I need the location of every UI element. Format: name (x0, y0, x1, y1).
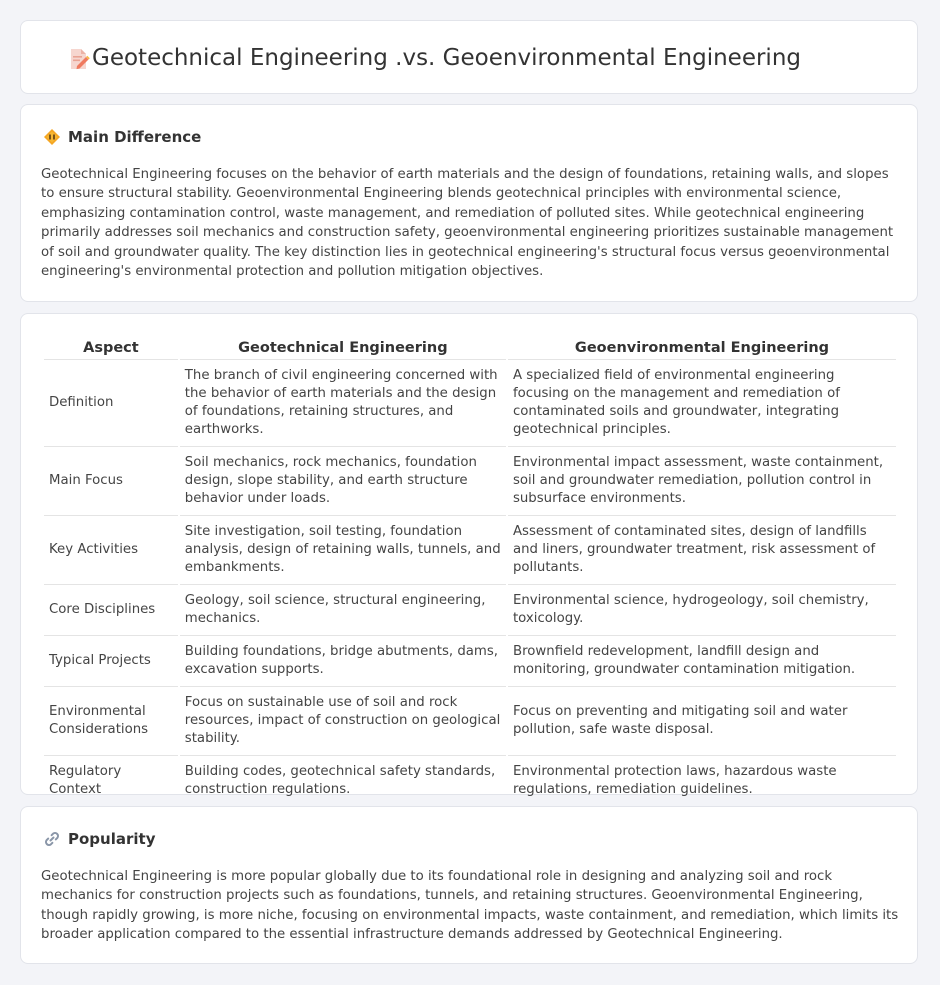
comparison-table (42, 334, 898, 807)
geotechnical-cell: Building codes, geotechnical safety standards, construction regulations. (180, 756, 506, 807)
geoenvironmental-cell: Brownfield redevelopment, landfill design and monitoring, groundwater contamination mitigation. (508, 636, 896, 687)
geotechnical-cell: Building foundations, bridge abutments, dams, excavation supports. (180, 636, 506, 687)
geoenvironmental-cell: Environmental impact assessment, waste containment, soil and groundwater remediation, pollution control in subsurface environments. (508, 447, 896, 516)
geoenvironmental-cell: Focus on preventing and mitigating soil and water pollution, safe waste disposal. (508, 687, 896, 756)
comparison-section (20, 313, 918, 795)
main-difference-heading (43, 128, 201, 146)
table-row (44, 636, 896, 687)
popularity-title: Popularity (68, 830, 156, 848)
geotechnical-cell: Site investigation, soil testing, foundation analysis, design of retaining walls, tunnels, and embankments. (180, 516, 506, 585)
table-row (44, 756, 896, 807)
geotechnical-cell: Geology, soil science, structural engineering, mechanics. (180, 585, 506, 636)
column-header: Geoenvironmental Engineering (508, 334, 896, 360)
column-header: Geotechnical Engineering (180, 334, 506, 360)
table-row (44, 585, 896, 636)
geotechnical-cell: Soil mechanics, rock mechanics, foundation design, slope stability, and earth structure behavior under loads. (180, 447, 506, 516)
main-difference-section (20, 104, 918, 302)
document-pencil-icon (67, 47, 91, 71)
aspect-cell: Regulatory Context (44, 756, 178, 807)
aspect-cell: Definition (44, 360, 178, 447)
geoenvironmental-cell: A specialized field of environmental engineering focusing on the management and remediation of contaminated soils and groundwater, integrating geotechnical principles. (508, 360, 896, 447)
column-header: Aspect (44, 334, 178, 360)
diamond-sign-icon (43, 128, 61, 146)
popularity-section (20, 806, 918, 964)
aspect-cell: Key Activities (44, 516, 178, 585)
popularity-heading (43, 830, 155, 848)
aspect-cell: Main Focus (44, 447, 178, 516)
table-row (44, 687, 896, 756)
link-icon (43, 830, 61, 848)
main-difference-title: Main Difference (68, 128, 202, 146)
table-row (44, 516, 896, 585)
geoenvironmental-cell: Environmental protection laws, hazardous waste regulations, remediation guidelines. (508, 756, 896, 807)
main-difference-text: Geotechnical Engineering focuses on the behavior of earth materials and the design of foundations, retaining walls, and slopes to ensure structural stability. Geoenvironmental Engineering blends geotechnical principles with environmental science, emphasizing contamination control, waste management, and remediation of polluted sites. While geotechnical engineering primarily addresses soil mechanics and construction safety, geoenvironmental engineering prioritizes sustainable management of soil and groundwater quality. The key distinction lies in geotechnical engineering's structural focus versus geoenvironmental engineering's environmental protection and pollution mitigation objectives. (41, 167, 894, 280)
geoenvironmental-cell: Assessment of contaminated sites, design of landfills and liners, groundwater treatment, risk assessment of pollutants. (508, 516, 896, 585)
table-row (44, 360, 896, 447)
geotechnical-cell: The branch of civil engineering concerned with the behavior of earth materials and the design of foundations, retaining structures, and earthworks. (180, 360, 506, 447)
popularity-text: Geotechnical Engineering is more popular globally due to its foundational role in designing and analyzing soil and rock mechanics for construction projects such as foundations, tunnels, and retaining structures. Geoenvironmental Engineering, though rapidly growing, is more niche, focusing on environmental impacts, waste containment, and remediation, which limits its broader application compared to the essential infrastructure demands addressed by Geotechnical Engineering. (41, 869, 899, 943)
table-header-row (44, 334, 896, 360)
aspect-cell: Core Disciplines (44, 585, 178, 636)
title-card (20, 20, 918, 94)
aspect-cell: Typical Projects (44, 636, 178, 687)
geoenvironmental-cell: Environmental science, hydrogeology, soil chemistry, toxicology. (508, 585, 896, 636)
page-title: Geotechnical Engineering .vs. Geoenvironmental Engineering (92, 45, 802, 71)
table-row (44, 447, 896, 516)
geotechnical-cell: Focus on sustainable use of soil and rock resources, impact of construction on geological stability. (180, 687, 506, 756)
aspect-cell: Environmental Considerations (44, 687, 178, 756)
